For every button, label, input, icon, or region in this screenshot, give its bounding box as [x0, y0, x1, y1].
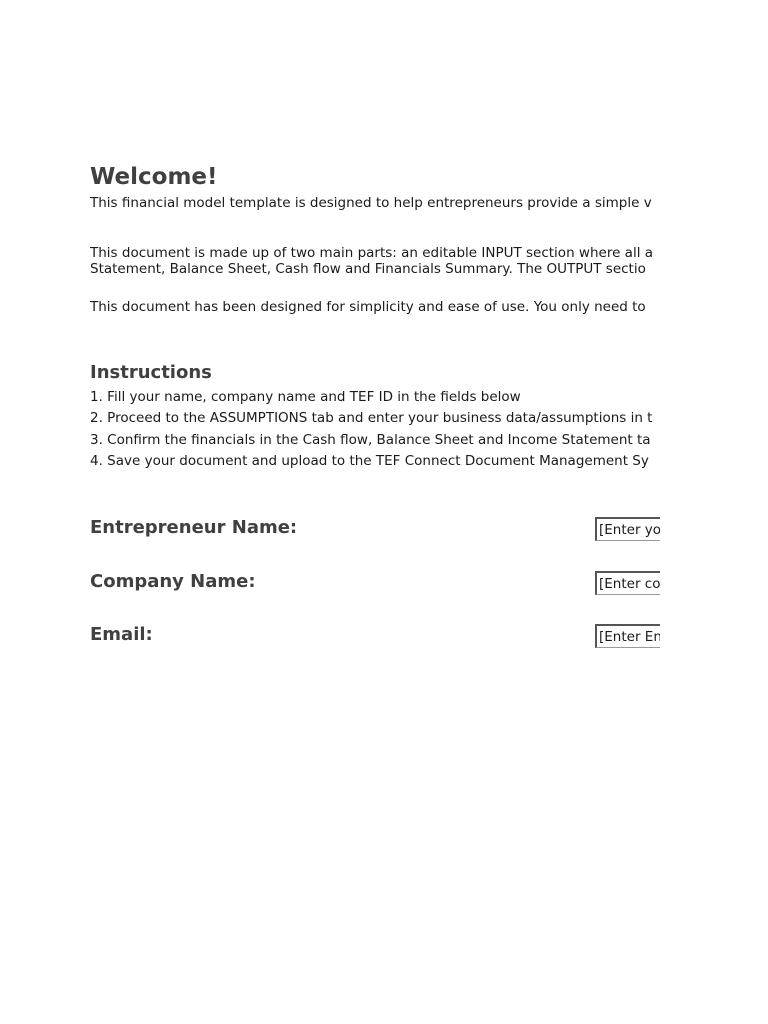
entrepreneur-name-label: Entrepreneur Name:	[90, 517, 298, 538]
instruction-item: 4. Save your document and upload to the TEF Connect Document Management Sy	[90, 453, 649, 469]
welcome-sheet	[90, 0, 660, 1024]
welcome-title: Welcome!	[90, 164, 218, 190]
design-paragraph: This document has been designed for simplicity and ease of use. You only need to	[90, 299, 646, 315]
company-name-label: Company Name:	[90, 571, 256, 592]
company-name-input[interactable]	[595, 571, 660, 595]
instruction-item: 2. Proceed to the ASSUMPTIONS tab and enter your business data/assumptions in t	[90, 410, 653, 426]
entrepreneur-name-input[interactable]	[595, 517, 660, 541]
email-input[interactable]	[595, 624, 660, 648]
email-label: Email:	[90, 624, 153, 645]
intro-paragraph: This financial model template is designed to help entrepreneurs provide a simple v	[90, 195, 652, 211]
instruction-item: 3. Confirm the financials in the Cash flow, Balance Sheet and Income Statement ta	[90, 432, 651, 448]
instructions-title: Instructions	[90, 362, 212, 383]
instruction-item: 1. Fill your name, company name and TEF ID in the fields below	[90, 389, 521, 405]
document-parts-line-1: This document is made up of two main parts: an editable INPUT section where all a	[90, 245, 654, 261]
document-parts-line-2: Statement, Balance Sheet, Cash flow and Financials Summary. The OUTPUT sectio	[90, 261, 646, 277]
